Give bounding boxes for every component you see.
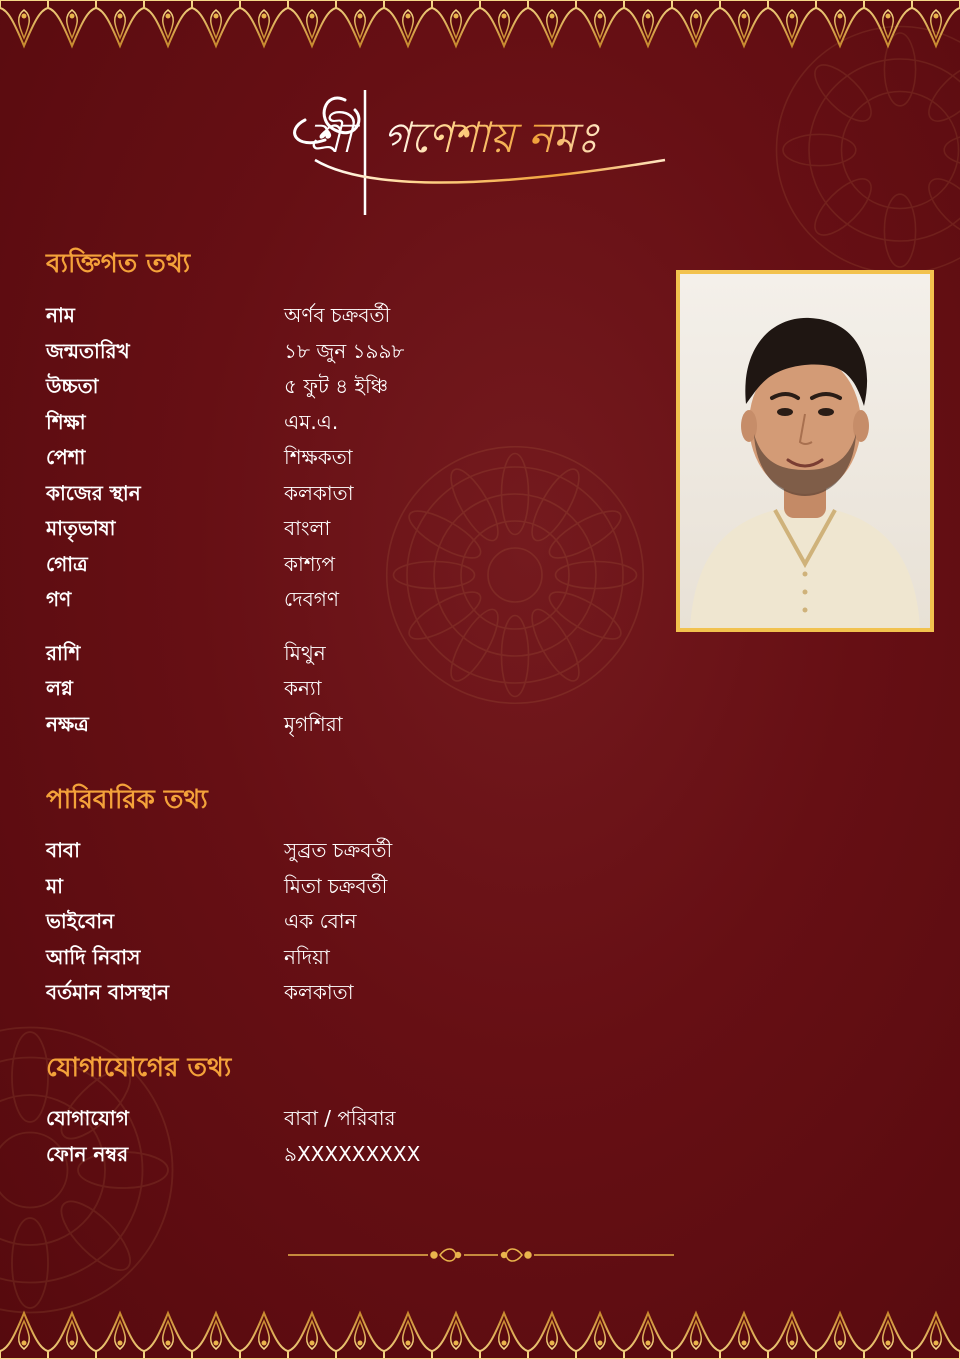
info-value: অর্ণব চক্রবর্তী	[284, 303, 391, 327]
ganesh-invocation-title	[285, 80, 685, 220]
mandala-corner-right	[770, 20, 960, 280]
info-row-rashi	[46, 638, 646, 674]
info-row-native-place	[46, 942, 646, 978]
info-label: লগ্ন	[46, 676, 73, 700]
info-label: কাজের স্থান	[46, 480, 141, 505]
info-value: ৫ ফুট ৪ ইঞ্চি	[284, 374, 389, 398]
personal-info-list	[46, 300, 646, 744]
info-value: দেবগণ	[284, 587, 339, 611]
info-label: নক্ষত্র	[46, 711, 89, 736]
info-value: বাংলা	[284, 516, 331, 540]
info-row-lagna	[46, 673, 646, 709]
info-label: নাম	[46, 303, 75, 327]
info-row-profession	[46, 442, 646, 478]
info-label: বাবা	[46, 838, 80, 862]
section-title-contact: যোগাযোগের তথ্য	[46, 1053, 232, 1083]
info-label: যোগাযোগ	[46, 1106, 129, 1130]
info-row-name	[46, 300, 646, 336]
info-value: কাশ্যপ	[284, 551, 336, 576]
info-row-nakshatra	[46, 709, 646, 745]
profile-photo	[676, 270, 934, 632]
info-row-education	[46, 407, 646, 443]
info-row-height	[46, 371, 646, 407]
info-label: গোত্র	[46, 551, 88, 576]
info-label: পেশা	[46, 445, 86, 469]
info-label: জন্মতারিখ	[46, 338, 130, 363]
info-label: ভাইবোন	[46, 909, 115, 933]
info-value: সুব্রত চক্রবর্তী	[284, 838, 393, 862]
info-label: শিক্ষা	[46, 409, 86, 434]
contact-info-list	[46, 1103, 646, 1174]
info-value: শিক্ষকতা	[284, 445, 353, 469]
info-label: মাতৃভাষা	[46, 516, 116, 540]
info-row-phone	[46, 1139, 646, 1175]
info-row-workplace	[46, 478, 646, 514]
info-row-gotra	[46, 549, 646, 585]
info-row-mother	[46, 871, 646, 907]
info-row-dob	[46, 336, 646, 372]
info-label: বর্তমান বাসস্থান	[46, 980, 170, 1004]
info-value: কলকাতা	[284, 980, 354, 1004]
info-label: গণ	[46, 587, 72, 611]
info-label: ফোন নম্বর	[46, 1141, 129, 1166]
row-gap	[46, 620, 646, 638]
info-label: উচ্চতা	[46, 374, 99, 398]
info-row-father	[46, 835, 646, 871]
info-row-mother-tongue	[46, 513, 646, 549]
info-value: কলকাতা	[284, 480, 354, 505]
info-label: আদি নিবাস	[46, 944, 141, 969]
info-value: এক বোন	[284, 909, 357, 933]
info-label: রাশি	[46, 640, 81, 665]
section-title-personal: ব্যক্তিগত তথ্য	[46, 249, 191, 279]
info-value: মৃগশিরা	[284, 711, 343, 736]
info-value: নদিয়া	[284, 944, 330, 969]
family-info-list	[46, 835, 646, 1013]
info-label: মা	[46, 873, 63, 898]
info-row-siblings	[46, 906, 646, 942]
info-value: ১৮ জুন ১৯৯৮	[284, 338, 405, 363]
info-row-current-residence	[46, 977, 646, 1013]
info-value: ৯XXXXXXXXX	[284, 1141, 421, 1166]
portrait-photo-icon	[680, 274, 930, 628]
title-shri-text: শ্রী	[309, 113, 353, 162]
info-value: মিথুন	[284, 640, 326, 665]
title-ganeshaya-text: গণেশায় নমঃ	[383, 113, 599, 162]
info-value: কন্যা	[284, 676, 322, 700]
info-value: মিতা চক্রবর্তী	[284, 873, 388, 898]
section-title-family: পারিবারিক তথ্য	[46, 785, 208, 815]
info-value: এম.এ.	[284, 409, 339, 434]
ornamental-divider	[288, 1244, 674, 1266]
info-row-gana	[46, 584, 646, 620]
info-row-contact	[46, 1103, 646, 1139]
info-value: বাবা / পরিবার	[284, 1106, 396, 1130]
